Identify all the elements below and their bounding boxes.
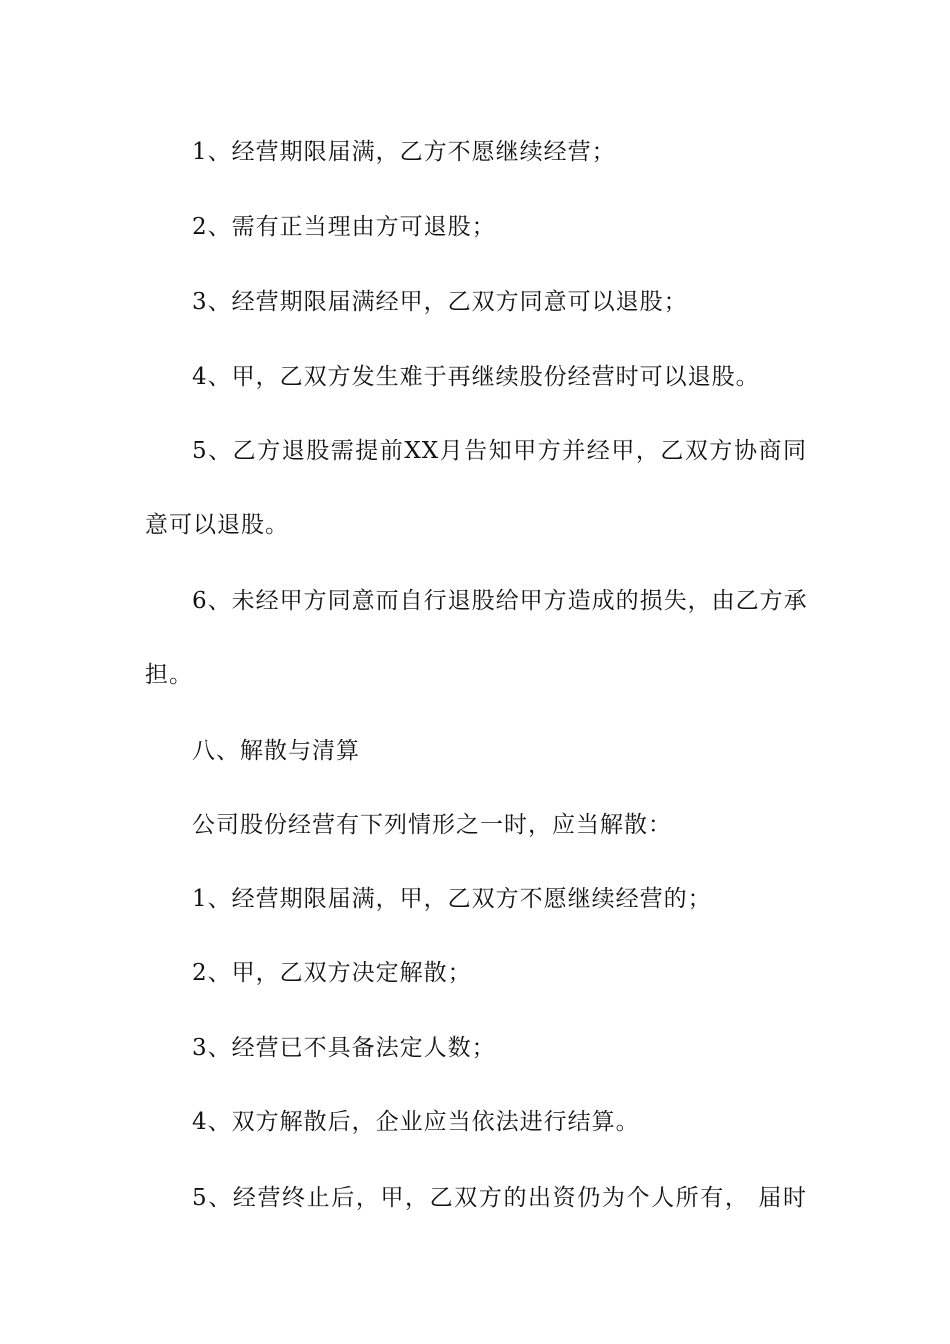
clause-line-1: 1、经营期限届满，乙方不愿继续经营；	[192, 139, 616, 165]
dissolution-line-4: 4、双方解散后，企业应当依法进行结算。	[192, 1109, 640, 1135]
dissolution-line-3: 3、经营已不具备法定人数；	[192, 1035, 496, 1061]
dissolution-line-1: 1、经营期限届满，甲，乙双方不愿继续经营的；	[192, 886, 712, 912]
section-intro: 公司股份经营有下列情形之一时，应当解散：	[192, 812, 672, 838]
clause-line-6-continued: 担。	[145, 662, 193, 688]
clause-line-3: 3、经营期限届满经甲，乙双方同意可以退股；	[192, 289, 688, 315]
clause-line-4: 4、甲，乙双方发生难于再继续股份经营时可以退股。	[192, 364, 760, 390]
dissolution-line-5: 5、经营终止后，甲，乙双方的出资仍为个人所有， 届时	[192, 1185, 807, 1211]
dissolution-line-2: 2、甲，乙双方决定解散；	[192, 960, 472, 986]
section-heading: 八、解散与清算	[192, 738, 360, 764]
clause-line-6: 6、未经甲方同意而自行退股给甲方造成的损失，由乙方承	[192, 588, 808, 614]
clause-line-5-continued: 意可以退股。	[145, 512, 289, 538]
clause-line-5: 5、乙方退股需提前XX月告知甲方并经甲，乙双方协商同	[192, 438, 807, 464]
clause-line-2: 2、需有正当理由方可退股；	[192, 214, 496, 240]
